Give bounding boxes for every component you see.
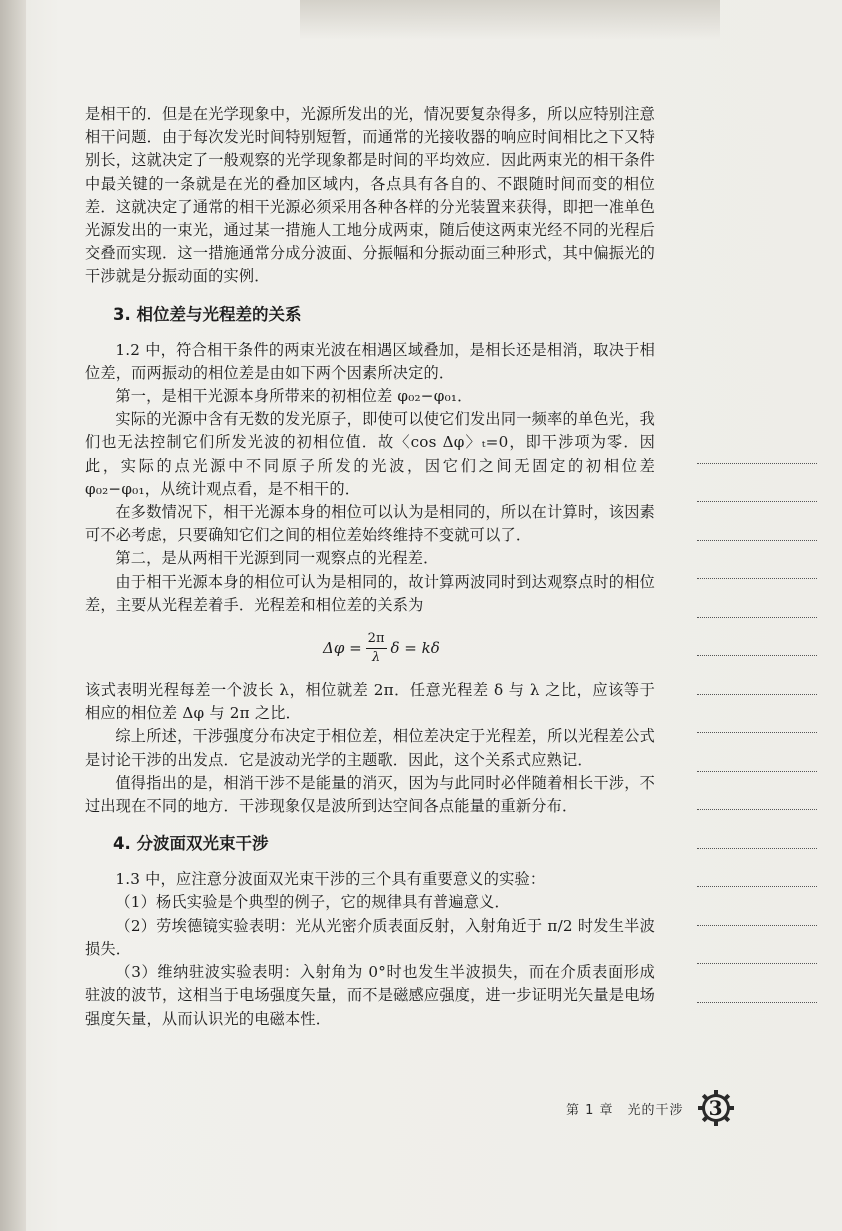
note-line	[697, 464, 817, 503]
paragraph: 第二，是从两相干光源到同一观察点的光程差．	[115, 549, 439, 568]
formula-lhs: Δφ =	[323, 639, 362, 658]
paragraph: 第一，是相干光源本身所带来的初相位差 φ₀₂−φ₀₁．	[115, 387, 473, 406]
paragraph: 值得指出的是，相消干涉不是能量的消灭，因为与此同时必伴随着相长干涉，不过出现在不同的地方．干涉现象仅是波所到达空间各点能量的重新分布．	[85, 773, 655, 816]
paragraph: （1）杨氏实验是个典型的例子，它的规律具有普遍意义．	[115, 893, 510, 912]
paragraph: （2）劳埃德镜实验表明：光从光密介质表面反射，入射角近于 π/2 时发生半波损失．	[85, 916, 655, 958]
note-line	[697, 887, 817, 926]
formula-denominator: λ	[371, 649, 381, 665]
paragraph-intro: 是相干的．但是在光学现象中，光源所发出的光，情况要复杂得多，所以应特别注意相干问题．由于每次发光时间特别短暂，而通常的光接收器的响应时间相比之下又特别长，这就决定了一般观察的光学现象都是时间的平均效应．因此两束光的相干条件中最关键的一条就是在光的叠加区域内，各点具有各自的、不跟随时间而变的相位差．这就决定了通常的相干光源必须采用各种各样的分光装置来获得，即把一准单色光源发出的一束光，通过某一措施人工地分成两束，随后使这两束光经不同的光程后交叠而实现．这一措施通常分成分波面、分振幅和分振动面三种形式，其中偏振光的干涉就是分振动面的实例．	[85, 105, 655, 286]
note-line	[697, 656, 817, 695]
paragraph: 1.3 中，应注意分波面双光束干涉的三个具有重要意义的实验：	[115, 870, 546, 889]
note-line	[697, 964, 817, 1003]
note-line	[697, 425, 817, 464]
scan-smudge	[300, 0, 720, 40]
margin-notes-lines	[697, 425, 817, 1003]
note-line	[697, 618, 817, 657]
formula-numerator: 2π	[366, 630, 387, 649]
paragraph: 实际的光源中含有无数的发光原子，即使可以使它们发出同一频率的单色光，我们也无法控制它们所发光波的初相位值．故〈cos Δφ〉ₜ=0，即干涉项为零．因此，实际的点光源中不同原子所发的光波，因它们之间无固定的初相位差 φ₀₂−φ₀₁，从统计观点看，是不相干的．	[85, 410, 655, 498]
page-footer	[566, 1093, 734, 1123]
note-line	[697, 579, 817, 618]
page-number-gear	[698, 1090, 734, 1126]
text-column	[85, 103, 655, 1031]
note-line	[697, 849, 817, 888]
paragraph: 在多数情况下，相干光源本身的相位可以认为是相同的，所以在计算时，该因素可不必考虑，只要确知它们之间的相位差始终维持不变就可以了．	[85, 503, 655, 545]
note-line	[697, 926, 817, 965]
paragraph: （3）维纳驻波实验表明：入射角为 0°时也发生半波损失，而在介质表面形成驻波的波节，这相当于电场强度矢量，而不是磁感应强度，进一步证明光矢量是电场强度矢量，从而认识光的电磁本性．	[85, 963, 655, 1028]
note-line	[697, 502, 817, 541]
formula-rhs: δ = kδ	[390, 639, 440, 658]
paragraph: 1.2 中，符合相干条件的两束光波在相遇区域叠加，是相长还是相消，取决于相位差，而两振动的相位差是由如下两个因素所决定的．	[85, 340, 655, 382]
section-heading-4: 4. 分波面双光束干涉	[113, 834, 269, 854]
formula-fraction	[366, 630, 387, 667]
note-line	[697, 772, 817, 811]
section-heading-3: 3. 相位差与光程差的关系	[113, 304, 302, 324]
paragraph: 该式表明光程每差一个波长 λ，相位就差 2π．任意光程差 δ 与 λ 之比，应该等于相应的相位差 Δφ 与 2π 之比．	[85, 681, 655, 723]
note-line	[697, 695, 817, 734]
phase-formula	[85, 623, 655, 673]
note-line	[697, 541, 817, 580]
page-number: 3	[708, 1096, 723, 1120]
page-binding-shadow	[0, 0, 26, 1231]
note-line	[697, 810, 817, 849]
note-line	[697, 733, 817, 772]
chapter-label: 第 1 章 光的干涉	[566, 1102, 684, 1118]
paragraph: 综上所述，干涉强度分布决定于相位差，相位差决定于光程差，所以光程差公式是讨论干涉的出发点．它是波动光学的主题歌．因此，这个关系式应熟记．	[85, 727, 655, 769]
paragraph: 由于相干光源本身的相位可认为是相同的，故计算两波同时到达观察点时的相位差，主要从光程差着手．光程差和相位差的关系为	[85, 572, 655, 614]
